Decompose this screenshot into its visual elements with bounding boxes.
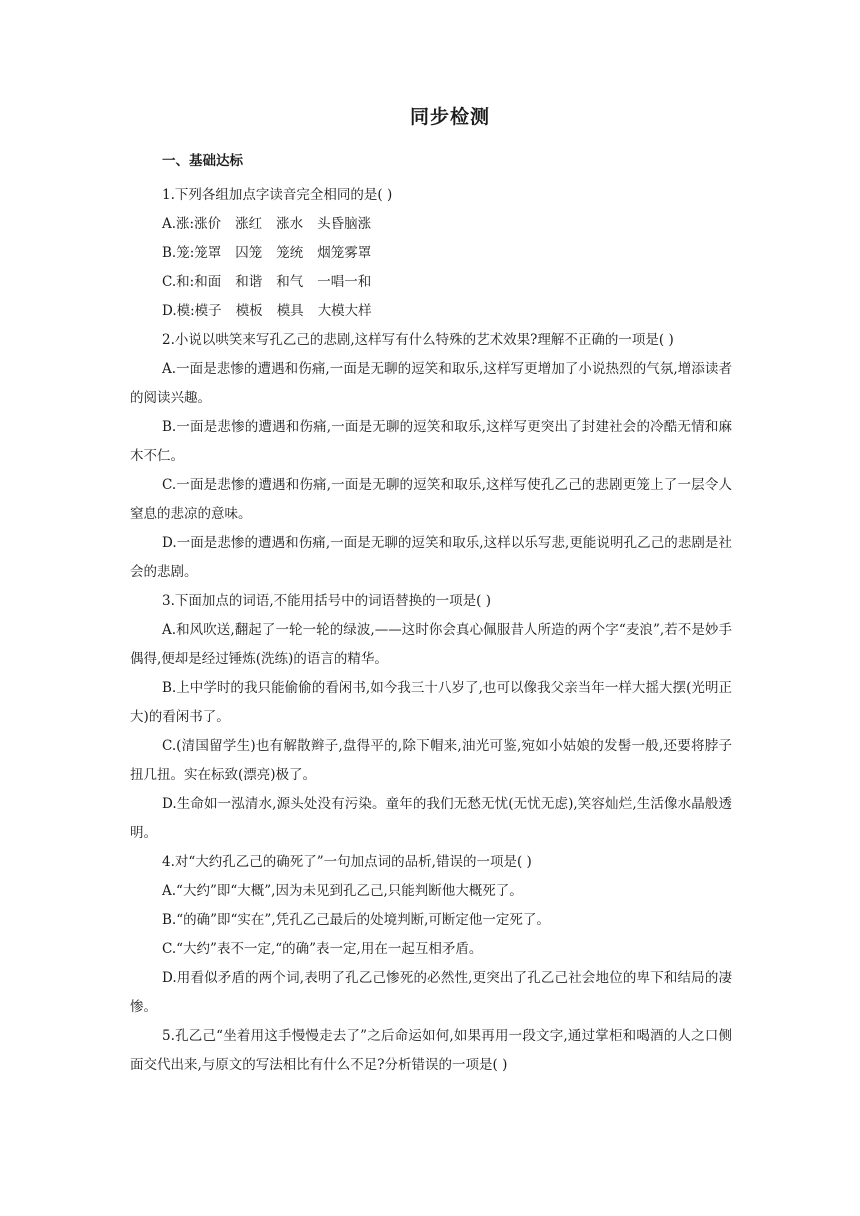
question-3-option-a: A.和风吹送,翻起了一轮一轮的绿波,——这时你会真心佩服昔人所造的两个字“麦浪”,若不是妙手偶得,便却是经过锤炼(洗练)的语言的精华。 — [130, 622, 732, 667]
question-1-option-a — [130, 210, 732, 239]
question-2-option-b: B.一面是悲惨的遭遇和伤痛,一面是无聊的逗笑和取乐,这样写更突出了封建社会的冷酷无情和麻木不仁。 — [130, 419, 732, 464]
page-title: 同步检测 — [409, 106, 490, 128]
option-word: 笼统 — [276, 245, 304, 261]
question-4-option-d: D.用看似矛盾的两个词,表明了孔乙己惨死的必然性,更突出了孔乙己社会地位的卑下和结局的凄惨。 — [130, 970, 732, 1015]
option-word: 和气 — [276, 274, 304, 290]
question-4-stem: 4.对“大约孔乙己的确死了”一句加点词的品析,错误的一项是( ) — [162, 854, 532, 870]
option-word: 和谐 — [235, 274, 263, 290]
option-head: A.涨:涨价 — [162, 216, 222, 232]
question-3-option-d: D.生命如一泓清水,源头处没有污染。童年的我们无愁无忧(无忧无虑),笑容灿烂,生活像水晶般透明。 — [130, 796, 732, 841]
question-4-option-a: A.“大约”即“大概”,因为未见到孔乙己,只能判断他大概死了。 — [162, 883, 523, 899]
question-4-option-c: C.“大约”表不一定,“的确”表一定,用在一起互相矛盾。 — [162, 941, 483, 957]
question-4-option-b: B.“的确”即“实在”,凭孔乙己最后的处境判断,可断定他一定死了。 — [162, 912, 550, 928]
option-word: 大模大样 — [317, 303, 372, 319]
question-1-stem: 1.下列各组加点字读音完全相同的是( ) — [162, 187, 393, 203]
option-word: 一唱一和 — [317, 274, 372, 290]
question-3-option-b: B.上中学时的我只能偷偷的看闲书,如今我三十八岁了,也可以像我父亲当年一样大摇大摆(光明正大)的看闲书了。 — [130, 680, 732, 725]
section-heading: 一、基础达标 — [162, 153, 243, 169]
question-1-option-d — [130, 297, 732, 326]
option-head: B.笼:笼罩 — [162, 245, 222, 261]
option-word: 模具 — [276, 303, 304, 319]
question-2-option-c: C.一面是悲惨的遭遇和伤痛,一面是无聊的逗笑和取乐,这样写使孔乙己的悲剧更笼上了一层令人窒息的悲凉的意味。 — [130, 477, 732, 522]
question-2-option-a: A.一面是悲惨的遭遇和伤痛,一面是无聊的逗笑和取乐,这样写更增加了小说热烈的气氛,增添读者的阅读兴趣。 — [130, 361, 732, 406]
option-head: C.和:和面 — [162, 274, 222, 290]
option-word: 涨红 — [235, 216, 263, 232]
question-2-stem: 2.小说以哄笑来写孔乙己的悲剧,这样写有什么特殊的艺术效果?理解不正确的一项是( ) — [162, 332, 674, 348]
option-word: 涨水 — [276, 216, 304, 232]
option-head: D.模:模子 — [162, 303, 222, 319]
question-5-stem: 5.孔乙己“坐着用这手慢慢走去了”之后命运如何,如果再用一段文字,通过掌柜和喝酒的人之口侧面交代出来,与原文的写法相比有什么不足?分析错误的一项是( ) — [130, 1028, 732, 1073]
option-word: 模板 — [235, 303, 263, 319]
option-word: 囚笼 — [235, 245, 263, 261]
question-body — [130, 181, 732, 1080]
question-1-option-c — [130, 268, 732, 297]
question-3-option-c: C.(清国留学生)也有解散辫子,盘得平的,除下帽来,油光可鉴,宛如小姑娘的发髻一般,还要将脖子扭几扭。实在标致(漂亮)极了。 — [130, 738, 732, 783]
question-1-option-b — [130, 239, 732, 268]
question-2-option-d: D.一面是悲惨的遭遇和伤痛,一面是无聊的逗笑和取乐,这样以乐写悲,更能说明孔乙己的悲剧是社会的悲剧。 — [130, 535, 732, 580]
option-word: 头昏脑涨 — [317, 216, 372, 232]
question-3-stem: 3.下面加点的词语,不能用括号中的词语替换的一项是( ) — [162, 593, 491, 609]
option-word: 烟笼雾罩 — [317, 245, 372, 261]
